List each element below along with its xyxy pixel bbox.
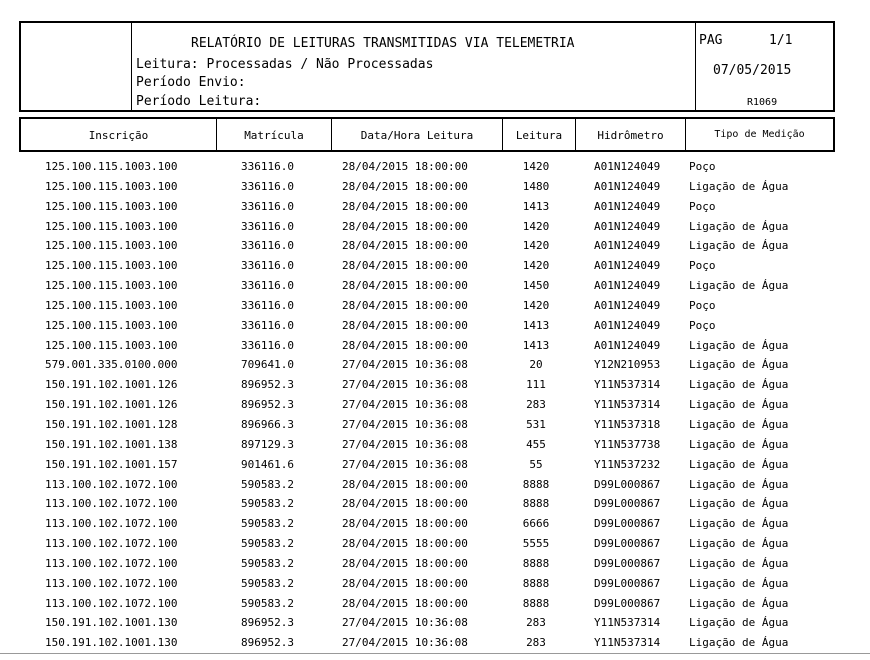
cell-data-hora: 28/04/2015 18:00:00	[342, 537, 468, 551]
cell-inscricao: 113.100.102.1072.100	[45, 477, 178, 491]
cell-leitura: 8888	[522, 556, 550, 570]
cell-inscricao: 125.100.115.1003.100	[45, 239, 178, 253]
cell-matricula: 336116.0	[241, 318, 294, 332]
cell-inscricao: 150.191.102.1001.128	[45, 417, 178, 431]
cell-data-hora: 28/04/2015 18:00:00	[342, 556, 468, 570]
cell-tipo-medicao: Ligação de Água	[689, 497, 789, 511]
cell-data-hora: 28/04/2015 18:00:00	[342, 517, 468, 531]
cell-matricula: 896952.3	[241, 616, 294, 630]
table-row	[0, 415, 870, 435]
table-row	[0, 613, 870, 633]
report-code: R1069	[747, 97, 778, 108]
cell-hidrometro: A01N124049	[594, 199, 661, 213]
cell-data-hora: 28/04/2015 18:00:00	[342, 259, 468, 273]
table-row	[0, 594, 870, 614]
header-divider-left	[131, 23, 132, 110]
cell-leitura: 1420	[522, 239, 550, 253]
cell-tipo-medicao: Poço	[689, 298, 716, 312]
cell-tipo-medicao: Ligação de Água	[689, 576, 789, 590]
table-row	[0, 355, 870, 375]
cell-matricula: 336116.0	[241, 179, 294, 193]
table-row	[0, 633, 870, 653]
cell-tipo-medicao: Ligação de Água	[689, 517, 789, 531]
cell-data-hora: 28/04/2015 18:00:00	[342, 596, 468, 610]
cell-matricula: 896952.3	[241, 398, 294, 412]
cell-data-hora: 27/04/2015 10:36:08	[342, 398, 468, 412]
table-row	[0, 475, 870, 495]
cell-tipo-medicao: Ligação de Água	[689, 358, 789, 372]
cell-matricula: 896952.3	[241, 636, 294, 650]
cell-tipo-medicao: Poço	[689, 160, 716, 173]
cell-hidrometro: D99L000867	[594, 517, 661, 531]
cell-tipo-medicao: Ligação de Água	[689, 437, 789, 451]
cell-leitura: 283	[526, 636, 546, 650]
cell-leitura: 283	[526, 398, 546, 412]
cell-hidrometro: Y11N537314	[594, 636, 661, 650]
cell-leitura: 55	[529, 457, 543, 471]
cell-inscricao: 125.100.115.1003.100	[45, 199, 178, 213]
cell-tipo-medicao: Ligação de Água	[689, 537, 789, 551]
cell-tipo-medicao: Ligação de Água	[689, 239, 789, 253]
table-row	[0, 177, 870, 197]
cell-tipo-medicao: Ligação de Água	[689, 556, 789, 570]
cell-data-hora: 28/04/2015 18:00:00	[342, 318, 468, 332]
cell-leitura: 455	[526, 437, 546, 451]
cell-matricula: 590583.2	[241, 556, 294, 570]
cell-matricula: 590583.2	[241, 477, 294, 491]
cell-leitura: 1413	[522, 338, 550, 352]
cell-leitura: 283	[526, 616, 546, 630]
leitura-filter: Leitura: Processadas / Não Processadas	[136, 57, 434, 72]
cell-inscricao: 125.100.115.1003.100	[45, 219, 178, 233]
cell-matricula: 896966.3	[241, 417, 294, 431]
cell-hidrometro: D99L000867	[594, 497, 661, 511]
column-header-bar	[19, 117, 835, 152]
cell-matricula: 896952.3	[241, 378, 294, 392]
cell-tipo-medicao: Ligação de Água	[689, 279, 789, 293]
cell-matricula: 336116.0	[241, 338, 294, 352]
cell-tipo-medicao: Ligação de Água	[689, 477, 789, 491]
table-row	[0, 256, 870, 276]
cell-hidrometro: Y11N537314	[594, 378, 661, 392]
cell-inscricao: 125.100.115.1003.100	[45, 338, 178, 352]
cell-hidrometro: A01N124049	[594, 338, 661, 352]
cell-data-hora: 28/04/2015 18:00:00	[342, 298, 468, 312]
table-row	[0, 236, 870, 256]
table-row	[0, 375, 870, 395]
cell-hidrometro: Y12N210953	[594, 358, 661, 372]
cell-hidrometro: Y11N537232	[594, 457, 661, 471]
cell-matricula: 590583.2	[241, 517, 294, 531]
periodo-leitura: Período Leitura:	[136, 94, 262, 109]
cell-tipo-medicao: Ligação de Água	[689, 398, 789, 412]
cell-inscricao: 579.001.335.0100.000	[45, 358, 178, 372]
table-row	[0, 316, 870, 336]
cell-matricula: 590583.2	[241, 576, 294, 590]
cell-data-hora: 27/04/2015 10:36:08	[342, 417, 468, 431]
table-row	[0, 574, 870, 594]
cell-hidrometro: Y11N537314	[594, 398, 661, 412]
table-row	[0, 157, 870, 177]
cell-hidrometro: A01N124049	[594, 279, 661, 293]
cell-inscricao: 125.100.115.1003.100	[45, 279, 178, 293]
report-header	[19, 21, 835, 112]
cell-matricula: 336116.0	[241, 219, 294, 233]
cell-matricula: 709641.0	[241, 358, 294, 372]
table-row	[0, 336, 870, 356]
cell-data-hora: 28/04/2015 18:00:00	[342, 160, 468, 173]
cell-data-hora: 27/04/2015 10:36:08	[342, 358, 468, 372]
table-row	[0, 197, 870, 217]
table-row	[0, 435, 870, 455]
cell-tipo-medicao: Poço	[689, 199, 716, 213]
table-row	[0, 296, 870, 316]
cell-leitura: 8888	[522, 497, 550, 511]
col-header-inscricao: Inscrição	[88, 129, 149, 142]
col-header-hidrometro: Hidrômetro	[597, 129, 664, 142]
cell-leitura: 5555	[522, 537, 550, 551]
cell-leitura: 1420	[522, 259, 550, 273]
page-edge	[0, 653, 870, 654]
col-header-leitura: Leitura	[515, 129, 563, 142]
cell-data-hora: 27/04/2015 10:36:08	[342, 437, 468, 451]
cell-tipo-medicao: Ligação de Água	[689, 378, 789, 392]
table-row	[0, 534, 870, 554]
cell-data-hora: 28/04/2015 18:00:00	[342, 239, 468, 253]
header-divider-right	[695, 23, 696, 110]
cell-tipo-medicao: Ligação de Água	[689, 417, 789, 431]
table-row	[0, 395, 870, 415]
periodo-envio: Período Envio:	[136, 75, 246, 90]
cell-inscricao: 150.191.102.1001.130	[45, 616, 178, 630]
report-title: RELATÓRIO DE LEITURAS TRANSMITIDAS VIA TELEMETRIA	[191, 36, 575, 51]
cell-leitura: 1450	[522, 279, 550, 293]
cell-leitura: 1413	[522, 199, 550, 213]
cell-hidrometro: A01N124049	[594, 160, 661, 173]
cell-hidrometro: A01N124049	[594, 318, 661, 332]
cell-leitura: 1420	[522, 219, 550, 233]
table-row	[0, 494, 870, 514]
cell-leitura: 8888	[522, 596, 550, 610]
cell-hidrometro: D99L000867	[594, 596, 661, 610]
cell-tipo-medicao: Ligação de Água	[689, 179, 789, 193]
cell-matricula: 336116.0	[241, 239, 294, 253]
cell-inscricao: 113.100.102.1072.100	[45, 497, 178, 511]
table-row	[0, 514, 870, 534]
cell-inscricao: 125.100.115.1003.100	[45, 318, 178, 332]
cell-leitura: 8888	[522, 477, 550, 491]
table-row	[0, 276, 870, 296]
cell-inscricao: 125.100.115.1003.100	[45, 298, 178, 312]
cell-hidrometro: Y11N537738	[594, 437, 661, 451]
cell-data-hora: 28/04/2015 18:00:00	[342, 219, 468, 233]
cell-tipo-medicao: Ligação de Água	[689, 219, 789, 233]
cell-inscricao: 125.100.115.1003.100	[45, 259, 178, 273]
cell-data-hora: 28/04/2015 18:00:00	[342, 497, 468, 511]
cell-matricula: 336116.0	[241, 298, 294, 312]
cell-matricula: 336116.0	[241, 259, 294, 273]
cell-inscricao: 150.191.102.1001.126	[45, 378, 178, 392]
cell-inscricao: 150.191.102.1001.157	[45, 457, 178, 471]
cell-inscricao: 125.100.115.1003.100	[45, 160, 178, 173]
col-header-data-hora: Data/Hora Leitura	[360, 129, 474, 142]
table-row	[0, 217, 870, 237]
cell-inscricao: 125.100.115.1003.100	[45, 179, 178, 193]
cell-data-hora: 28/04/2015 18:00:00	[342, 279, 468, 293]
cell-leitura: 531	[526, 417, 546, 431]
cell-tipo-medicao: Ligação de Água	[689, 338, 789, 352]
cell-hidrometro: A01N124049	[594, 179, 661, 193]
cell-data-hora: 27/04/2015 10:36:08	[342, 457, 468, 471]
cell-inscricao: 150.191.102.1001.126	[45, 398, 178, 412]
cell-inscricao: 113.100.102.1072.100	[45, 537, 178, 551]
cell-inscricao: 113.100.102.1072.100	[45, 576, 178, 590]
cell-matricula: 336116.0	[241, 279, 294, 293]
cell-leitura: 1480	[522, 179, 550, 193]
report-date: 07/05/2015	[713, 63, 792, 78]
cell-leitura: 8888	[522, 576, 550, 590]
cell-leitura: 20	[529, 358, 543, 372]
cell-hidrometro: D99L000867	[594, 576, 661, 590]
cell-hidrometro: A01N124049	[594, 219, 661, 233]
cell-hidrometro: A01N124049	[594, 239, 661, 253]
cell-matricula: 590583.2	[241, 537, 294, 551]
cell-hidrometro: A01N124049	[594, 298, 661, 312]
cell-tipo-medicao: Poço	[689, 318, 716, 332]
cell-inscricao: 113.100.102.1072.100	[45, 517, 178, 531]
cell-data-hora: 27/04/2015 10:36:08	[342, 378, 468, 392]
cell-data-hora: 28/04/2015 18:00:00	[342, 199, 468, 213]
cell-inscricao: 150.191.102.1001.138	[45, 437, 178, 451]
cell-hidrometro: A01N124049	[594, 259, 661, 273]
col-header-matricula: Matrícula	[244, 129, 304, 142]
cell-leitura: 1413	[522, 318, 550, 332]
page-label: PAG	[699, 33, 723, 48]
cell-tipo-medicao: Ligação de Água	[689, 596, 789, 610]
table-row	[0, 554, 870, 574]
cell-matricula: 590583.2	[241, 596, 294, 610]
cell-matricula: 336116.0	[241, 199, 294, 213]
table-row	[0, 455, 870, 475]
cell-matricula: 336116.0	[241, 160, 294, 173]
cell-tipo-medicao: Ligação de Água	[689, 457, 789, 471]
cell-inscricao: 150.191.102.1001.130	[45, 636, 178, 650]
cell-leitura: 6666	[522, 517, 550, 531]
cell-tipo-medicao: Poço	[689, 259, 716, 273]
cell-leitura: 1420	[522, 298, 550, 312]
cell-hidrometro: Y11N537318	[594, 417, 661, 431]
cell-leitura: 111	[526, 378, 546, 392]
cell-matricula: 901461.6	[241, 457, 294, 471]
cell-data-hora: 28/04/2015 18:00:00	[342, 338, 468, 352]
cell-inscricao: 113.100.102.1072.100	[45, 596, 178, 610]
page-number: 1/1	[769, 33, 793, 48]
col-header-tipo-medicao: Tipo de Medição	[714, 129, 805, 140]
cell-data-hora: 28/04/2015 18:00:00	[342, 179, 468, 193]
cell-data-hora: 27/04/2015 10:36:08	[342, 636, 468, 650]
cell-inscricao: 113.100.102.1072.100	[45, 556, 178, 570]
cell-hidrometro: D99L000867	[594, 477, 661, 491]
cell-hidrometro: D99L000867	[594, 556, 661, 570]
cell-leitura: 1420	[522, 160, 550, 173]
cell-tipo-medicao: Ligação de Água	[689, 616, 789, 630]
readings-table	[0, 157, 870, 653]
cell-hidrometro: Y11N537314	[594, 616, 661, 630]
cell-data-hora: 28/04/2015 18:00:00	[342, 576, 468, 590]
cell-hidrometro: D99L000867	[594, 537, 661, 551]
cell-matricula: 897129.3	[241, 437, 294, 451]
cell-matricula: 590583.2	[241, 497, 294, 511]
cell-tipo-medicao: Ligação de Água	[689, 636, 789, 650]
cell-data-hora: 28/04/2015 18:00:00	[342, 477, 468, 491]
cell-data-hora: 27/04/2015 10:36:08	[342, 616, 468, 630]
